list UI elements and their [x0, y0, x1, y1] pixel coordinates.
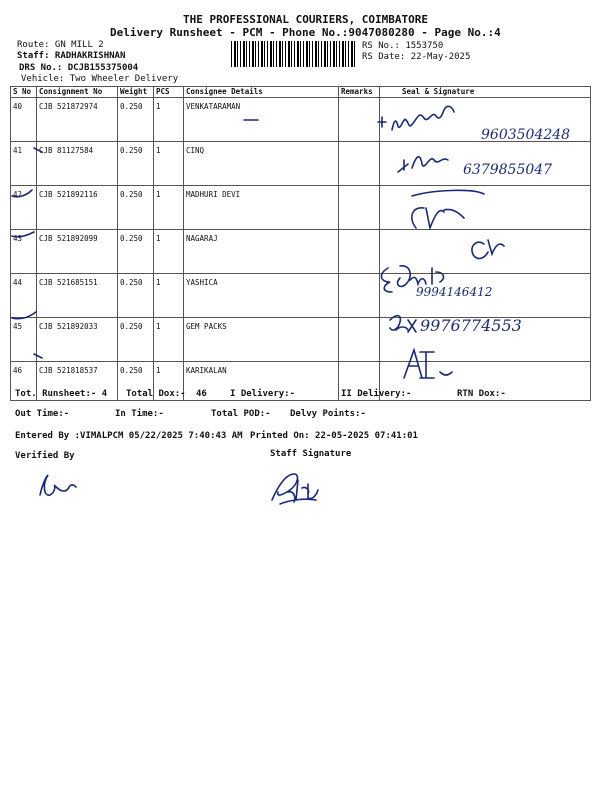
col-consignment: Consignment No [37, 87, 118, 98]
signature-row-45 [390, 316, 416, 332]
signature-phone-row-45: 9976774553 [420, 316, 522, 335]
cell-sno: 40 [11, 98, 37, 142]
staff-signature-label: Staff Signature [270, 449, 352, 459]
col-pcs: PCS [154, 87, 184, 98]
tick-row-43 [12, 232, 34, 237]
cell-pcs: 1 [154, 318, 184, 362]
cell-pcs: 1 [154, 186, 184, 230]
signature-row-41 [398, 157, 448, 172]
entered-by: Entered By :VIMALPCM 05/22/2025 7:40:43 AM [15, 431, 243, 441]
cell-weight: 0.250 [118, 142, 154, 186]
cell-pcs: 1 [154, 362, 184, 401]
cell-pcs: 1 [154, 230, 184, 274]
cell-pcs: 1 [154, 98, 184, 142]
cell-consignment: CJB 81127584 [37, 142, 118, 186]
delvy-points: Delvy Points:- [290, 409, 366, 419]
staff-label: Staff: RADHAKRISHNAN [17, 51, 126, 61]
cell-weight: 0.250 [118, 230, 154, 274]
tick-row-41 [34, 148, 42, 152]
cell-consignee: GEM PACKS [184, 318, 339, 362]
cell-weight: 0.250 [118, 186, 154, 230]
cell-sno: 42 [11, 186, 37, 230]
cell-consignee: MADHURI DEVI [184, 186, 339, 230]
cell-consignment: CJB 521685151 [37, 274, 118, 318]
cell-consignee: YASHICA [184, 274, 339, 318]
signature-row-46 [404, 350, 452, 378]
cell-consignee: NAGARAJ [184, 230, 339, 274]
rs-date: RS Date: 22-May-2025 [362, 52, 471, 62]
out-time: Out Time:- [15, 409, 70, 419]
cell-pcs: 1 [154, 142, 184, 186]
cell-consignee: CINQ [184, 142, 339, 186]
cell-weight: 0.250 [118, 274, 154, 318]
cell-sno: 41 [11, 142, 37, 186]
signature-phone-row-41: 6379855047 [463, 162, 553, 178]
cell-sno: 43 [11, 230, 37, 274]
cell-weight: 0.250 [118, 362, 154, 401]
signature-row-42 [412, 190, 484, 228]
col-remarks: Remarks [339, 87, 380, 98]
drs-number: DRS No.: DCJB155375004 [19, 63, 139, 73]
cell-sno: 46 [11, 362, 37, 401]
signature-row-40 [378, 106, 454, 130]
signature-phone-row-44: 9994146412 [416, 285, 493, 299]
cell-consignment: CJB 521892033 [37, 318, 118, 362]
cell-sno: 44 [11, 274, 37, 318]
tot-runsheet: Tot. Runsheet:- 4 [15, 389, 108, 399]
cell-consignee: KARIKALAN [184, 362, 339, 401]
verified-by-label: Verified By [15, 451, 75, 461]
signature-row-43 [472, 240, 504, 259]
staff-signature-scribble [272, 474, 318, 504]
ii-delivery: II Delivery:- [341, 389, 412, 399]
total-dox-value: 46 [196, 389, 207, 399]
printed-on: Printed On: 22-05-2025 07:41:01 [250, 431, 418, 441]
col-weight: Weight [118, 87, 154, 98]
tick-row-42 [12, 190, 32, 197]
vehicle-label: Vehicle: Two Wheeler Delivery [21, 74, 179, 84]
in-time: In Time:- [115, 409, 164, 419]
cell-consignment: CJB 521872974 [37, 98, 118, 142]
runsheet-subtitle: Delivery Runsheet - PCM - Phone No.:9047080280 - Page No.:4 [110, 26, 501, 39]
cell-consignment: CJB 521892116 [37, 186, 118, 230]
col-consignee: Consignee Details [184, 87, 339, 98]
rs-number: RS No.: 1553750 [362, 41, 444, 51]
route-label: Route: GN MILL 2 [17, 40, 104, 50]
cell-weight: 0.250 [118, 318, 154, 362]
cell-consignee: VENKATARAMAN [184, 98, 339, 142]
signature-phone-row-40: 9603504248 [481, 127, 571, 143]
total-dox-label: Total Dox:- [126, 389, 186, 399]
verified-by-signature [40, 475, 76, 495]
cell-weight: 0.250 [118, 98, 154, 142]
col-sno: S No [11, 87, 37, 98]
col-seal-signature: Seal & Signature [380, 87, 591, 98]
company-title: THE PROFESSIONAL COURIERS, COIMBATORE [183, 13, 429, 26]
tick-row-46 [34, 354, 42, 358]
rtn-dox: RTN Dox:- [457, 389, 506, 399]
cell-consignment: CJB 521892099 [37, 230, 118, 274]
cell-consignment: CJB 521818537 [37, 362, 118, 401]
total-pod: Total POD:- [211, 409, 271, 419]
cell-pcs: 1 [154, 274, 184, 318]
tick-row-45 [12, 312, 36, 319]
i-delivery: I Delivery:- [230, 389, 296, 399]
cell-sno: 45 [11, 318, 37, 362]
